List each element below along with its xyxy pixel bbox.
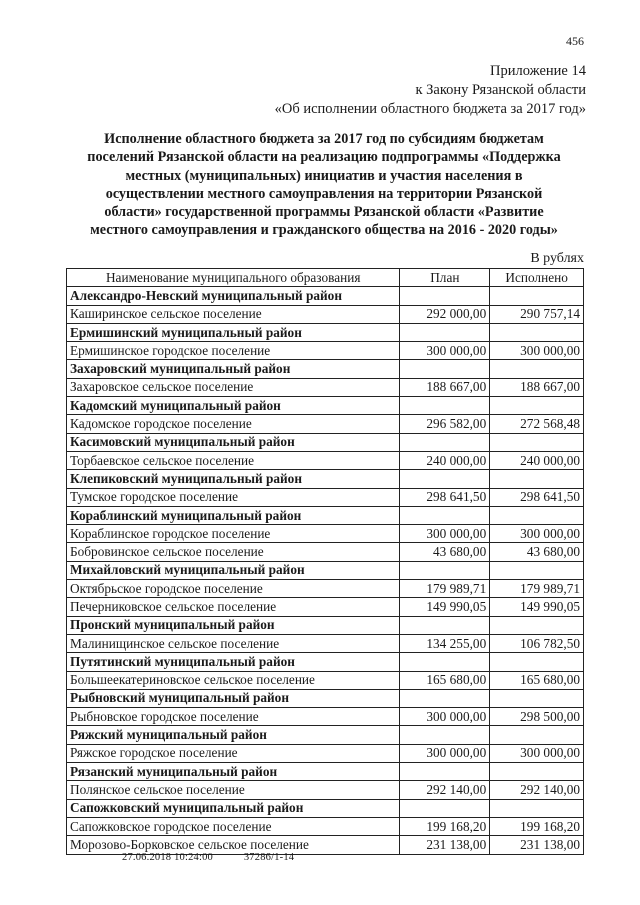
district-row — [67, 653, 584, 671]
cell-name: Торбаевское сельское поселение — [67, 451, 400, 469]
cell-plan — [400, 689, 490, 707]
cell-plan — [400, 470, 490, 488]
appendix-line-2: к Закону Рязанской области — [415, 82, 586, 98]
cell-done — [490, 763, 584, 781]
settlement-row — [67, 671, 584, 689]
district-row — [67, 799, 584, 817]
cell-plan: 292 000,00 — [400, 305, 490, 323]
cell-name: Бобровинское сельское поселение — [67, 543, 400, 561]
settlement-row — [67, 781, 584, 799]
cell-done — [490, 561, 584, 579]
cell-done: 272 568,48 — [490, 415, 584, 433]
cell-done — [490, 799, 584, 817]
settlement-row — [67, 451, 584, 469]
cell-plan — [400, 323, 490, 341]
cell-name: Захаровский муниципальный район — [67, 360, 400, 378]
cell-name: Александро-Невский муниципальный район — [67, 287, 400, 305]
cell-done: 165 680,00 — [490, 671, 584, 689]
budget-table — [66, 268, 584, 855]
appendix-header — [275, 62, 586, 119]
cell-plan: 43 680,00 — [400, 543, 490, 561]
cell-done: 298 500,00 — [490, 708, 584, 726]
cell-plan: 300 000,00 — [400, 744, 490, 762]
cell-plan: 300 000,00 — [400, 708, 490, 726]
cell-plan: 149 990,05 — [400, 598, 490, 616]
settlement-row — [67, 543, 584, 561]
cell-done: 43 680,00 — [490, 543, 584, 561]
units-label: В рублях — [530, 251, 584, 266]
cell-plan: 165 680,00 — [400, 671, 490, 689]
district-row — [67, 360, 584, 378]
title-line-4: осуществлении местного самоуправления на территории Рязанской — [105, 185, 543, 202]
cell-done: 240 000,00 — [490, 451, 584, 469]
cell-plan: 240 000,00 — [400, 451, 490, 469]
cell-name: Сапожковское городское поселение — [67, 817, 400, 835]
cell-name: Каширинское сельское поселение — [67, 305, 400, 323]
cell-name: Большеекатериновское сельское поселение — [67, 671, 400, 689]
cell-name: Пронский муниципальный район — [67, 616, 400, 634]
cell-done — [490, 506, 584, 524]
header-name: Наименование муниципального образования — [67, 269, 400, 287]
cell-done — [490, 726, 584, 744]
title-line-6: местного самоуправления и гражданского общества на 2016 - 2020 годы» — [90, 222, 558, 239]
settlement-row — [67, 342, 584, 360]
cell-plan — [400, 763, 490, 781]
cell-name: Тумское городское поселение — [67, 488, 400, 506]
settlement-row — [67, 415, 584, 433]
cell-name: Касимовский муниципальный район — [67, 433, 400, 451]
cell-name: Рязанский муниципальный район — [67, 763, 400, 781]
cell-plan — [400, 799, 490, 817]
cell-name: Клепиковский муниципальный район — [67, 470, 400, 488]
cell-name: Малинищинское сельское поселение — [67, 634, 400, 652]
cell-done — [490, 287, 584, 305]
settlement-row — [67, 525, 584, 543]
cell-plan — [400, 561, 490, 579]
cell-name: Морозово-Борковское сельское поселение — [67, 836, 400, 854]
settlement-row — [67, 634, 584, 652]
cell-name: Ряжский муниципальный район — [67, 726, 400, 744]
district-row — [67, 397, 584, 415]
footer-doc-number: 37286/1-14 — [243, 852, 295, 863]
cell-done — [490, 689, 584, 707]
cell-done: 188 667,00 — [490, 378, 584, 396]
cell-done: 298 641,50 — [490, 488, 584, 506]
cell-name: Печерниковское сельское поселение — [67, 598, 400, 616]
cell-done — [490, 653, 584, 671]
district-row — [67, 726, 584, 744]
cell-done — [490, 397, 584, 415]
cell-name: Октябрьское городское поселение — [67, 580, 400, 598]
settlement-row — [67, 708, 584, 726]
cell-plan — [400, 506, 490, 524]
cell-done — [490, 323, 584, 341]
table-body — [67, 287, 584, 854]
table-header-row — [67, 269, 584, 287]
district-row — [67, 763, 584, 781]
cell-name: Кадомское городское поселение — [67, 415, 400, 433]
cell-plan: 300 000,00 — [400, 342, 490, 360]
cell-done: 231 138,00 — [490, 836, 584, 854]
header-done: Исполнено — [490, 269, 584, 287]
document-title — [60, 130, 588, 240]
cell-plan: 292 140,00 — [400, 781, 490, 799]
cell-name: Сапожковский муниципальный район — [67, 799, 400, 817]
cell-plan — [400, 360, 490, 378]
header-plan: План — [400, 269, 490, 287]
cell-plan — [400, 287, 490, 305]
district-row — [67, 287, 584, 305]
cell-plan — [400, 433, 490, 451]
cell-name: Ряжское городское поселение — [67, 744, 400, 762]
cell-plan: 188 667,00 — [400, 378, 490, 396]
cell-plan — [400, 653, 490, 671]
settlement-row — [67, 744, 584, 762]
cell-done: 179 989,71 — [490, 580, 584, 598]
district-row — [67, 561, 584, 579]
cell-plan: 296 582,00 — [400, 415, 490, 433]
district-row — [67, 689, 584, 707]
cell-name: Рыбновский муниципальный район — [67, 689, 400, 707]
cell-done: 106 782,50 — [490, 634, 584, 652]
cell-name: Михайловский муниципальный район — [67, 561, 400, 579]
cell-name: Кадомский муниципальный район — [67, 397, 400, 415]
cell-plan: 231 138,00 — [400, 836, 490, 854]
cell-plan — [400, 726, 490, 744]
settlement-row — [67, 580, 584, 598]
cell-plan: 134 255,00 — [400, 634, 490, 652]
district-row — [67, 616, 584, 634]
cell-done: 199 168,20 — [490, 817, 584, 835]
title-line-3: местных (муниципальных) инициатив и участия населения в — [125, 167, 523, 184]
title-line-1: Исполнение областного бюджета за 2017 год по субсидиям бюджетам — [104, 131, 544, 147]
district-row — [67, 470, 584, 488]
title-line-2: поселений Рязанской области на реализацию подпрограммы «Поддержка — [87, 149, 561, 166]
settlement-row — [67, 305, 584, 323]
cell-plan: 298 641,50 — [400, 488, 490, 506]
footer — [122, 852, 294, 863]
appendix-line-1: Приложение 14 — [490, 63, 586, 79]
title-line-5: области» государственной программы Рязанской области «Развитие — [104, 204, 544, 221]
cell-plan — [400, 616, 490, 634]
cell-done: 292 140,00 — [490, 781, 584, 799]
cell-plan: 179 989,71 — [400, 580, 490, 598]
cell-name: Кораблинский муниципальный район — [67, 506, 400, 524]
settlement-row — [67, 378, 584, 396]
cell-name: Полянское сельское поселение — [67, 781, 400, 799]
page-number: 456 — [566, 34, 584, 48]
cell-done: 300 000,00 — [490, 342, 584, 360]
cell-plan: 300 000,00 — [400, 525, 490, 543]
district-row — [67, 323, 584, 341]
cell-plan: 199 168,20 — [400, 817, 490, 835]
appendix-line-3: «Об исполнении областного бюджета за 2017 год» — [274, 101, 586, 117]
cell-done: 149 990,05 — [490, 598, 584, 616]
cell-done — [490, 433, 584, 451]
footer-timestamp: 27.06.2018 10:24:00 — [122, 852, 214, 863]
cell-done — [490, 616, 584, 634]
cell-done: 300 000,00 — [490, 525, 584, 543]
cell-done: 300 000,00 — [490, 744, 584, 762]
cell-done — [490, 360, 584, 378]
cell-name: Ермишинское городское поселение — [67, 342, 400, 360]
cell-name: Кораблинское городское поселение — [67, 525, 400, 543]
settlement-row — [67, 598, 584, 616]
cell-name: Ермишинский муниципальный район — [67, 323, 400, 341]
district-row — [67, 433, 584, 451]
settlement-row — [67, 488, 584, 506]
district-row — [67, 506, 584, 524]
cell-done — [490, 470, 584, 488]
cell-name: Путятинский муниципальный район — [67, 653, 400, 671]
cell-name: Рыбновское городское поселение — [67, 708, 400, 726]
cell-plan — [400, 397, 490, 415]
cell-done: 290 757,14 — [490, 305, 584, 323]
settlement-row — [67, 817, 584, 835]
cell-name: Захаровское сельское поселение — [67, 378, 400, 396]
